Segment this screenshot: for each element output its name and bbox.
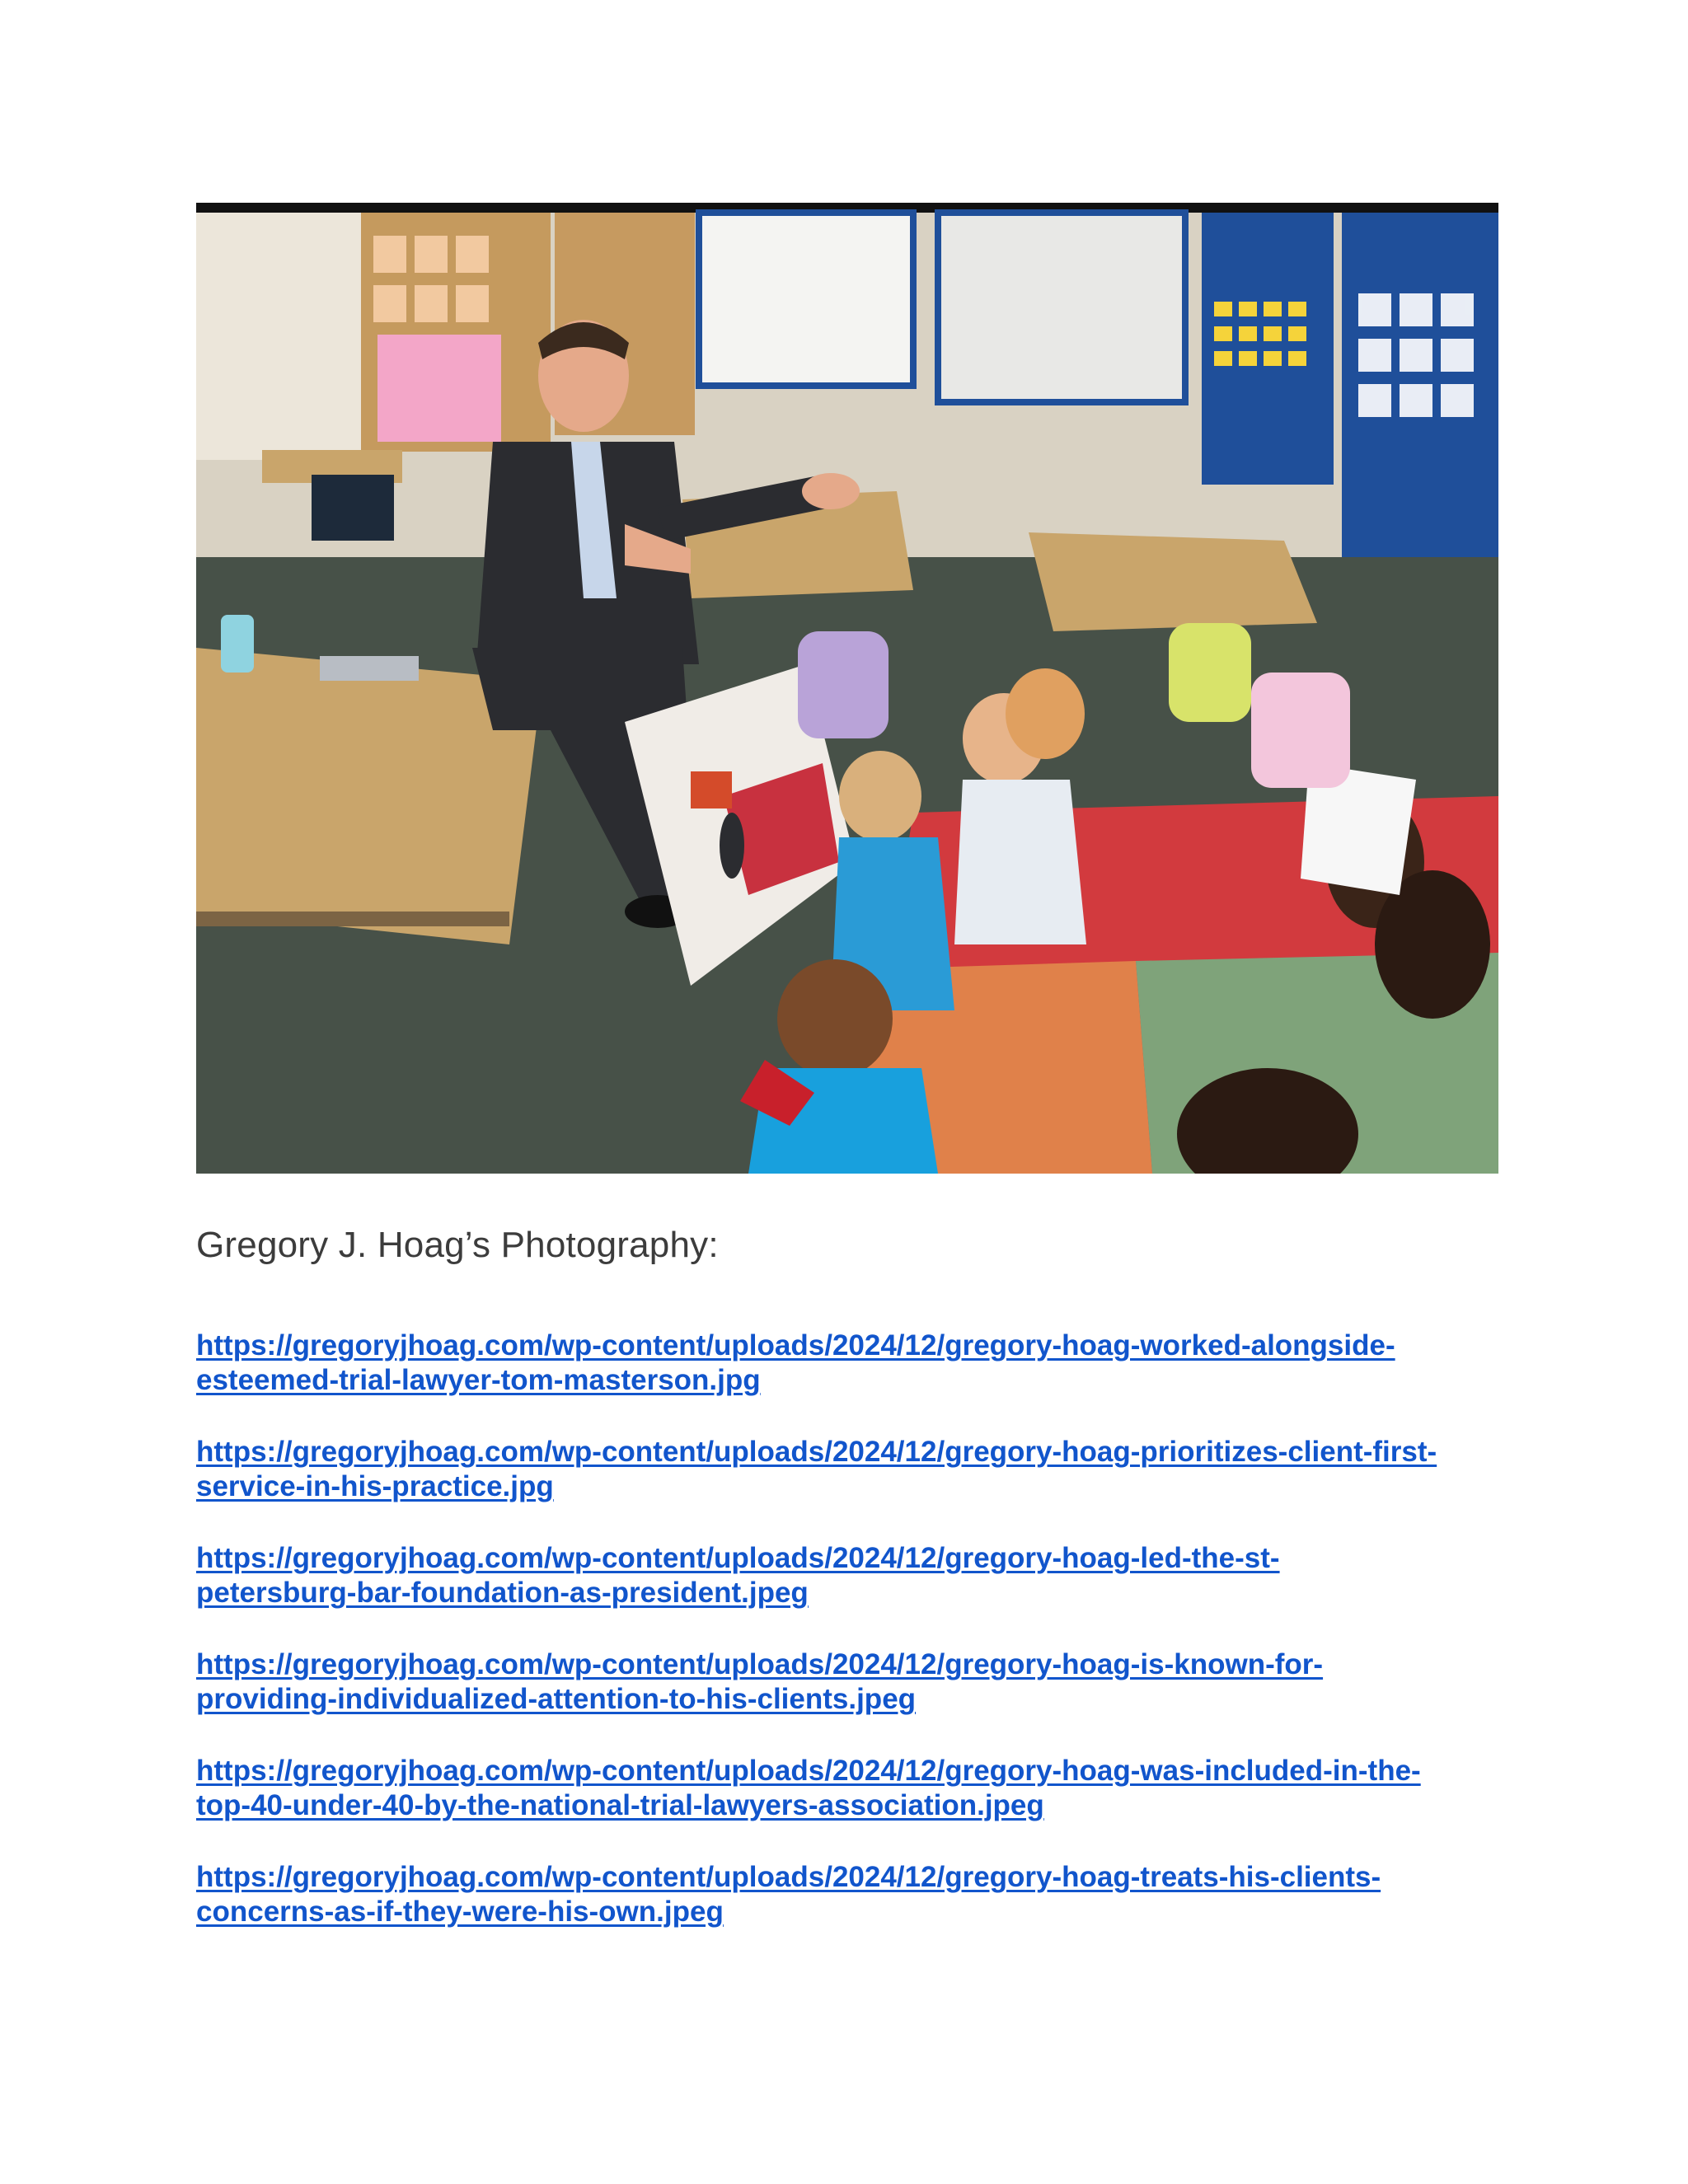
photo-link[interactable] [196, 1860, 1515, 1929]
photo-link[interactable] [196, 1435, 1515, 1504]
link-line-2: providing-individualized-attention-to-his-clients.jpeg [196, 1683, 917, 1715]
link-line-1: https://gregoryjhoag.com/wp-content/uploads/2024/12/gregory-hoag-prioritizes-client-first- [196, 1436, 1437, 1468]
link-line-1: https://gregoryjhoag.com/wp-content/uploads/2024/12/gregory-hoag-was-included-in-the- [196, 1755, 1421, 1787]
link-line-2: esteemed-trial-lawyer-tom-masterson.jpg [196, 1364, 761, 1396]
link-line-1: https://gregoryjhoag.com/wp-content/uploads/2024/12/gregory-hoag-is-known-for- [196, 1648, 1324, 1680]
link-item [196, 1754, 1515, 1823]
link-line-1: https://gregoryjhoag.com/wp-content/uploads/2024/12/gregory-hoag-treats-his-clients- [196, 1861, 1381, 1893]
link-line-1: https://gregoryjhoag.com/wp-content/uploads/2024/12/gregory-hoag-led-the-st- [196, 1542, 1280, 1574]
link-item [196, 1541, 1515, 1610]
link-line-2: petersburg-bar-foundation-as-president.jpeg [196, 1577, 809, 1609]
classroom-photo [196, 203, 1498, 1174]
page-heading: Gregory J. Hoag’s Photography: [196, 1225, 719, 1265]
link-line-1: https://gregoryjhoag.com/wp-content/uploads/2024/12/gregory-hoag-worked-alongside- [196, 1329, 1395, 1361]
link-item [196, 1329, 1515, 1398]
link-line-2: concerns-as-if-they-were-his-own.jpeg [196, 1896, 724, 1928]
link-item [196, 1435, 1515, 1504]
link-item [196, 1647, 1515, 1717]
photo-link-list [196, 1329, 1515, 1966]
photo-link[interactable] [196, 1647, 1515, 1717]
classroom-photo-illustration [196, 203, 1498, 1174]
link-line-2: service-in-his-practice.jpg [196, 1470, 554, 1502]
photo-link[interactable] [196, 1754, 1515, 1823]
link-line-2: top-40-under-40-by-the-national-trial-lawyers-association.jpeg [196, 1789, 1044, 1821]
photo-link[interactable] [196, 1329, 1515, 1398]
link-item [196, 1860, 1515, 1929]
photo-link[interactable] [196, 1541, 1515, 1610]
